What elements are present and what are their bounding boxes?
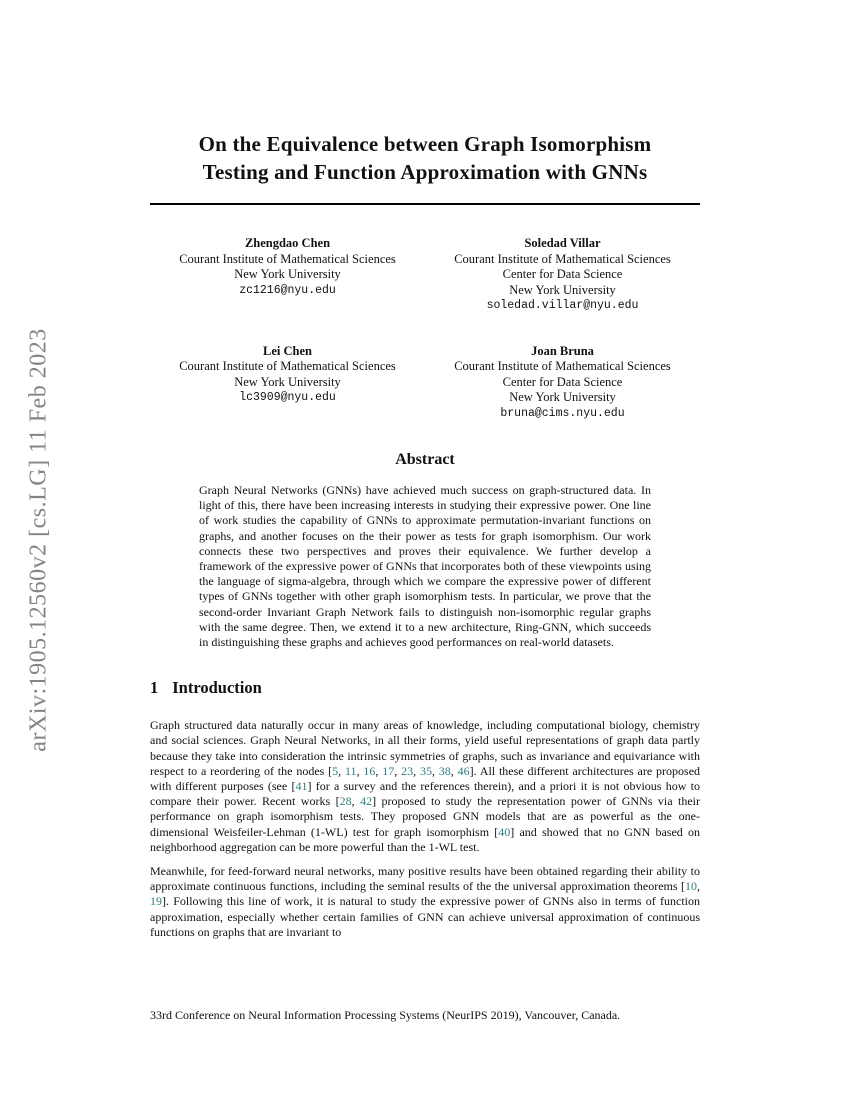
paper-title-line-2: Testing and Function Approximation with GNNs — [202, 160, 648, 184]
author-affiliation-line: New York University — [234, 267, 341, 281]
abstract-text: Graph Neural Networks (GNNs) have achieved much success on graph-structured data. In light of this, there have been increasing interests in studying their expressive power. One line of work studies the capability of GNNs to approximate permutation-invariant functions on graphs, and another focuses on the their power as tests for graph isomorphism. Our work connects these two perspectives and proves their equivalence. We further develop a framework of the expressive power of GNNs that incorporates both of these viewpoints using the language of sigma-algebra, through which we compare the expressive power of different types of GNNs together with other graph isomorphism tests. In particular, we prove that the second-order Invariant Graph Network fails to distinguish non-isomorphic regular graphs with the same degree. Then, we extend it to a new architecture, Ring-GNN, which succeeds in distinguishing these graphs and achieves good performances on real-world datasets. — [199, 483, 651, 650]
citation-link[interactable]: 23 — [401, 763, 414, 778]
author-joan-bruna — [425, 344, 700, 422]
author-affiliation-line: Courant Institute of Mathematical Sciences — [179, 251, 396, 266]
author-lei-chen — [150, 344, 425, 422]
citation-link[interactable]: 41 — [295, 779, 308, 794]
author-soledad-villar — [425, 236, 700, 314]
citation-link[interactable]: 35 — [419, 763, 432, 778]
author-affiliation-line: New York University — [234, 374, 341, 389]
author-affiliation-line: Courant Institute of Mathematical Sciences — [454, 251, 671, 266]
citation-link[interactable]: 11 — [345, 763, 357, 778]
paper-title — [150, 130, 700, 186]
citation-link[interactable]: 16 — [363, 763, 376, 778]
authors-block — [150, 236, 700, 421]
author-affiliation-line: New York University — [509, 282, 616, 297]
author-affiliation-line: New York University — [509, 390, 616, 404]
citation-link[interactable]: 10 — [685, 879, 697, 894]
citation-link[interactable]: 40 — [498, 824, 511, 839]
section-heading-introduction — [150, 678, 700, 698]
intro-paragraph-2: Meanwhile, for feed-forward neural networks, many positive results have been obtained regarding their ability to approximate continuous functions, including the seminal results of the the universal approximation theorems [10, 19]. Following this line of work, it is natural to study the expressive power of GNNs also in terms of function approximation, especially whether certain families of GNN can achieve universal approximation of continuous functions on graphs that are invariant to — [150, 864, 700, 939]
citation-link[interactable]: 42 — [360, 794, 373, 809]
author-email: bruna@cims.nyu.edu — [500, 406, 625, 420]
paper-title-line-1: On the Equivalence between Graph Isomorphism — [198, 132, 652, 156]
author-name: Soledad Villar — [524, 236, 601, 250]
author-zhengdao-chen — [150, 236, 425, 314]
section-number: 1 — [150, 678, 159, 698]
author-email: soledad.villar@nyu.edu — [486, 299, 639, 312]
abstract-section — [150, 451, 700, 650]
intro-paragraph-1: Graph structured data naturally occur in many areas of knowledge, including computational biology, chemistry and social sciences. Graph Neural Networks, in all their forms, yield useful representations of graph data partly because they take into consideration the intrinsic symmetries of graphs, such as invariance and equivariance with respect to a reordering of the nodes [5, 11, 16, 17, 23, 35, 38, 46]. All these different architectures are proposed with different purposes (see [41] for a survey and the references therein), and a priori it is not obvious how to compare their power. Recent works [28, 42] proposed to study the representation power of GNNs via their performance on graph isomorphism tests. They proposed GNN models that are as powerful as the one-dimensional Weisfeiler-Lehman (1-WL) test for graph isomorphism [40] and showed that no GNN based on neighborhood aggregation can be more powerful than the 1-WL test. — [150, 718, 701, 854]
author-affiliation-line: Courant Institute of Mathematical Sciences — [454, 359, 671, 373]
citation-link[interactable]: 17 — [382, 763, 395, 778]
author-name: Joan Bruna — [531, 343, 594, 358]
arxiv-watermark: arXiv:1905.12560v2 [cs.LG] 11 Feb 2023 — [25, 328, 52, 752]
author-name: Lei Chen — [263, 343, 312, 358]
section-title: Introduction — [172, 678, 262, 698]
introduction-section — [150, 678, 700, 940]
citation-link[interactable]: 38 — [438, 763, 451, 778]
author-affiliation-line: Center for Data Science — [502, 374, 623, 389]
citation-link[interactable]: 5 — [332, 763, 339, 778]
author-email: zc1216@nyu.edu — [239, 283, 336, 297]
abstract-heading: Abstract — [395, 451, 455, 468]
citation-link[interactable]: 46 — [457, 763, 470, 778]
citation-link[interactable]: 28 — [339, 794, 352, 809]
citation-link[interactable]: 19 — [150, 894, 162, 909]
author-email: lc3909@nyu.edu — [239, 391, 336, 404]
conference-footer-notice: 33rd Conference on Neural Information Processing Systems (NeurIPS 2019), Vancouver, Canada. — [150, 1008, 621, 1022]
paper-content — [150, 0, 700, 940]
title-rule — [150, 203, 700, 205]
author-affiliation-line: Courant Institute of Mathematical Sciences — [179, 359, 396, 373]
author-name: Zhengdao Chen — [244, 236, 331, 250]
author-affiliation-line: Center for Data Science — [502, 267, 623, 281]
